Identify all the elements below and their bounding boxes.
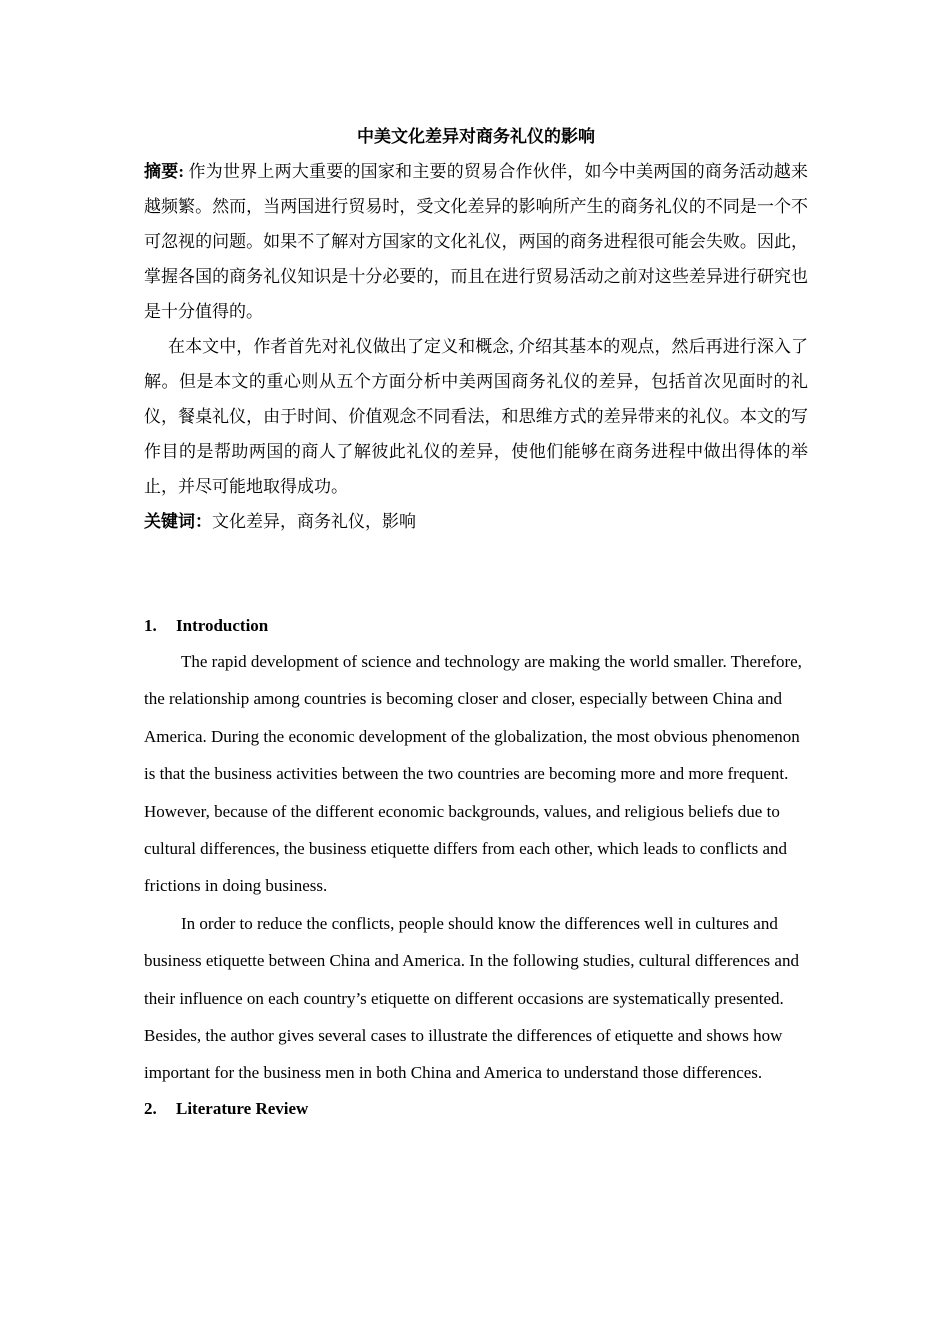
keywords-line: [144, 504, 808, 539]
section-heading-introduction: [144, 609, 808, 643]
introduction-paragraph-2: In order to reduce the conflicts, people should know the differences well in cultures and business etiquette between China and America. In the following studies, cultural differences and their influence on each country’s etiquette on different occasions are systematically presented. Besides, the author gives several cases to illustrate the differences of etiquette and shows how important for the business men in both China and America to understand those differences.: [144, 913, 799, 1083]
abstract-text: 作为世界上两大重要的国家和主要的贸易合作伙伴，如今中美两国的商务活动越来越频繁。然而，当两国进行贸易时，受文化差异的影响所产生的商务礼仪的不同是一个不可忽视的问题。如果不了解对方国家的文化礼仪，两国的商务进程很可能会失败。因此，掌握各国的商务礼仪知识是十分必要的，而且在进行贸易活动之前对这些差异进行研究也是十分值得的。: [144, 162, 808, 321]
section-heading-literature-review: [144, 1092, 808, 1126]
section-title: Literature Review: [176, 1098, 309, 1118]
introduction-paragraph-1: The rapid development of science and technology are making the world smaller. Therefore, the relationship among countries is becoming closer and closer, especially between China and America. During the economic development of the globalization, the most obvious phenomenon is that the business activities between the two countries are becoming more and more frequent. However, because of the different economic backgrounds, values, and religious beliefs due to cultural differences, the business etiquette differs from each other, which leads to conflicts and frictions in doing business.: [144, 652, 802, 896]
section-title: Introduction: [176, 616, 269, 635]
section-spacer: [144, 539, 808, 609]
abstract-label: 摘要:: [144, 162, 185, 181]
abstract-paragraph: [144, 154, 808, 329]
abstract-paragraph-2: 在本文中，作者首先对礼仪做出了定义和概念, 介绍其基本的观点，然后再进行深入了解。但是本文的重心则从五个方面分析中美两国商务礼仪的差异，包括首次见面时的礼仪，餐桌礼仪，由于时间、价值观念不同看法，和思维方式的差异带来的礼仪。本文的写作目的是帮助两国的商人了解彼此礼仪的差异，使他们能够在商务进程中做出得体的举止，并尽可能地取得成功。: [144, 337, 808, 496]
document-title: 中美文化差异对商务礼仪的影响: [357, 127, 595, 146]
keywords-label: 关键词：: [144, 512, 212, 531]
document-body: [144, 120, 808, 1126]
section-number: 1.: [144, 616, 157, 635]
keywords-text: 文化差异，商务礼仪，影响: [212, 512, 416, 531]
section-number: 2.: [144, 1098, 157, 1118]
